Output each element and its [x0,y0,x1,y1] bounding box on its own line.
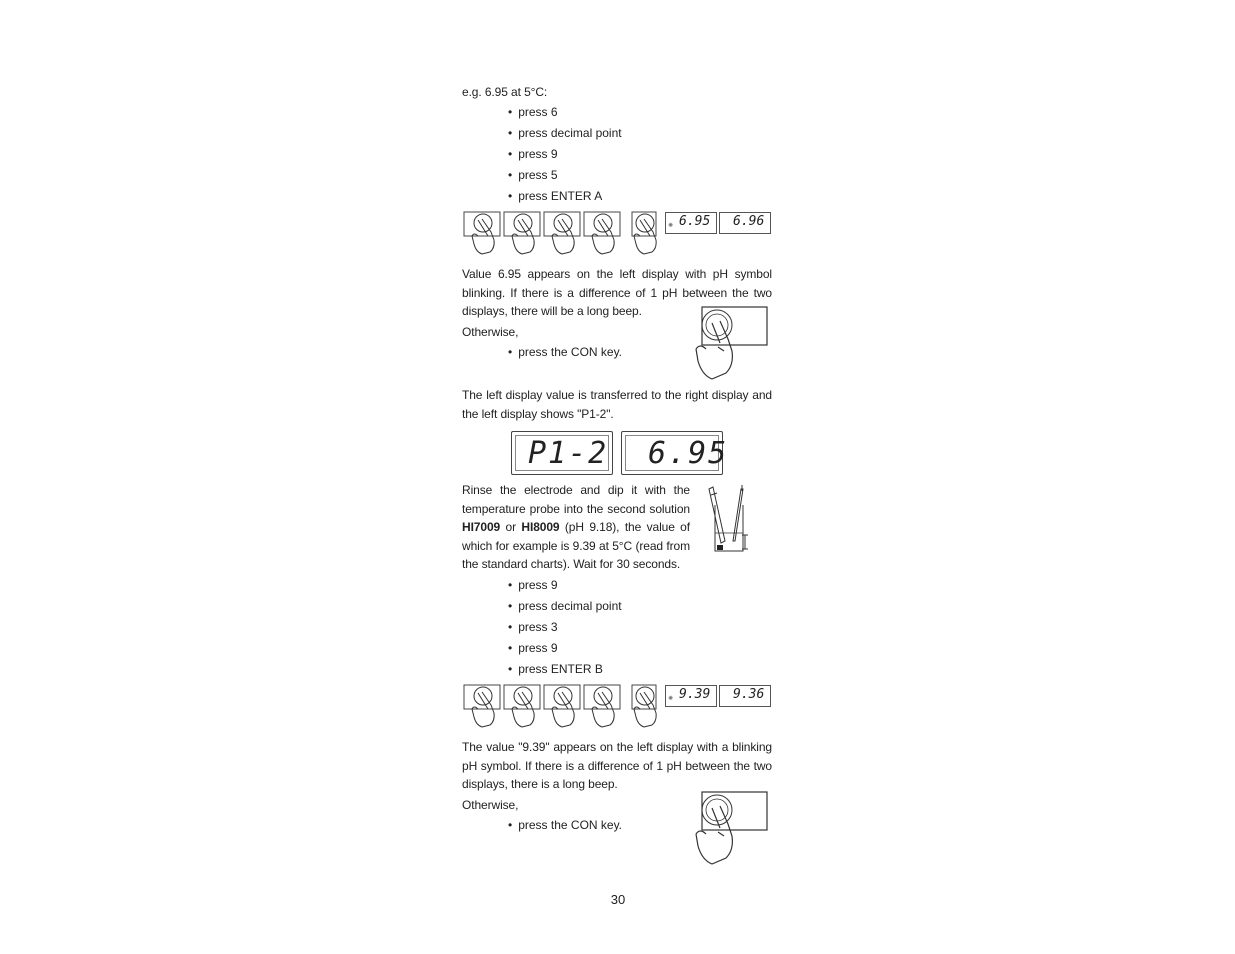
key-icon [544,685,580,727]
small-lcd-right [719,212,771,234]
step-press-con: • press the CON key. [508,344,622,360]
step2-press-3: • press 3 [508,619,558,635]
paragraph-transfer: The left display value is transferred to the right display and the left display shows "P1-2". [462,388,772,421]
small-lcd-left-value: 6.95 [679,214,711,229]
ph-blink-icon: ✺ [668,696,674,702]
key-icon [504,685,540,727]
small-lcd-right-2-value: 9.36 [733,687,765,702]
example-intro: e.g. 6.95 at 5°C: [462,85,548,99]
otherwise-label: Otherwise, [462,325,519,339]
step2-press-9b: • press 9 [508,640,558,656]
con-key-press-illustration-2 [690,790,770,870]
page-number: 30 [610,892,626,907]
model-hi8009: HI8009 [521,520,560,534]
con-key-press-illustration [690,305,770,385]
small-lcd-right-value: 6.96 [733,214,765,229]
rinse-text-after: (pH 9.18), the value of which for example is 9.39 at 5°C (read from the standard charts). Wait for 30 seconds. [462,520,690,571]
enter-key-icon [632,212,656,254]
model-hi7009: HI7009 [462,520,501,534]
electrode-beaker-illustration [703,485,753,557]
big-lcd-right [621,431,729,475]
small-lcd-right-2 [719,685,771,707]
rinse-or: or [500,520,522,534]
step2-press-enter-b: • press ENTER B [508,661,603,677]
key-icon [584,685,620,727]
paragraph-value-939: The value "9.39" appears on the left display with a blinking pH symbol. If there is a difference of 1 pH between the two displays, there is a long beep. [462,740,772,791]
step2-press-decimal: • press decimal point [508,598,622,614]
small-lcd-left-2 [665,685,717,707]
big-lcd-left [511,431,613,475]
otherwise-label-2: Otherwise, [462,798,519,812]
key-icon [464,212,500,254]
big-lcd-left-value: P1-2 [528,436,609,471]
key-icon [544,212,580,254]
step-press-enter-a: • press ENTER A [508,188,602,204]
key-icon [464,685,500,727]
key-icon [584,212,620,254]
big-lcd-right-value: 6.95 [648,436,729,471]
enter-key-icon [632,685,656,727]
paragraph-rinse [462,481,690,574]
step-press-5: • press 5 [508,167,558,183]
step2-press-9: • press 9 [508,577,558,593]
step-press-6: • press 6 [508,104,558,120]
key-icon [504,212,540,254]
small-lcd-left-2-value: 9.39 [679,687,711,702]
rinse-text-before: Rinse the electrode and dip it with the temperature probe into the second solution [462,483,690,516]
step-press-9: • press 9 [508,146,558,162]
paragraph-value-appears: Value 6.95 appears on the left display with pH symbol blinking. If there is a difference of 1 pH between the two displays, there will be a long beep. [462,267,772,318]
step2-press-con: • press the CON key. [508,817,622,833]
ph-blink-icon: ✺ [668,223,674,229]
small-lcd-left [665,212,717,234]
step-press-decimal: • press decimal point [508,125,622,141]
